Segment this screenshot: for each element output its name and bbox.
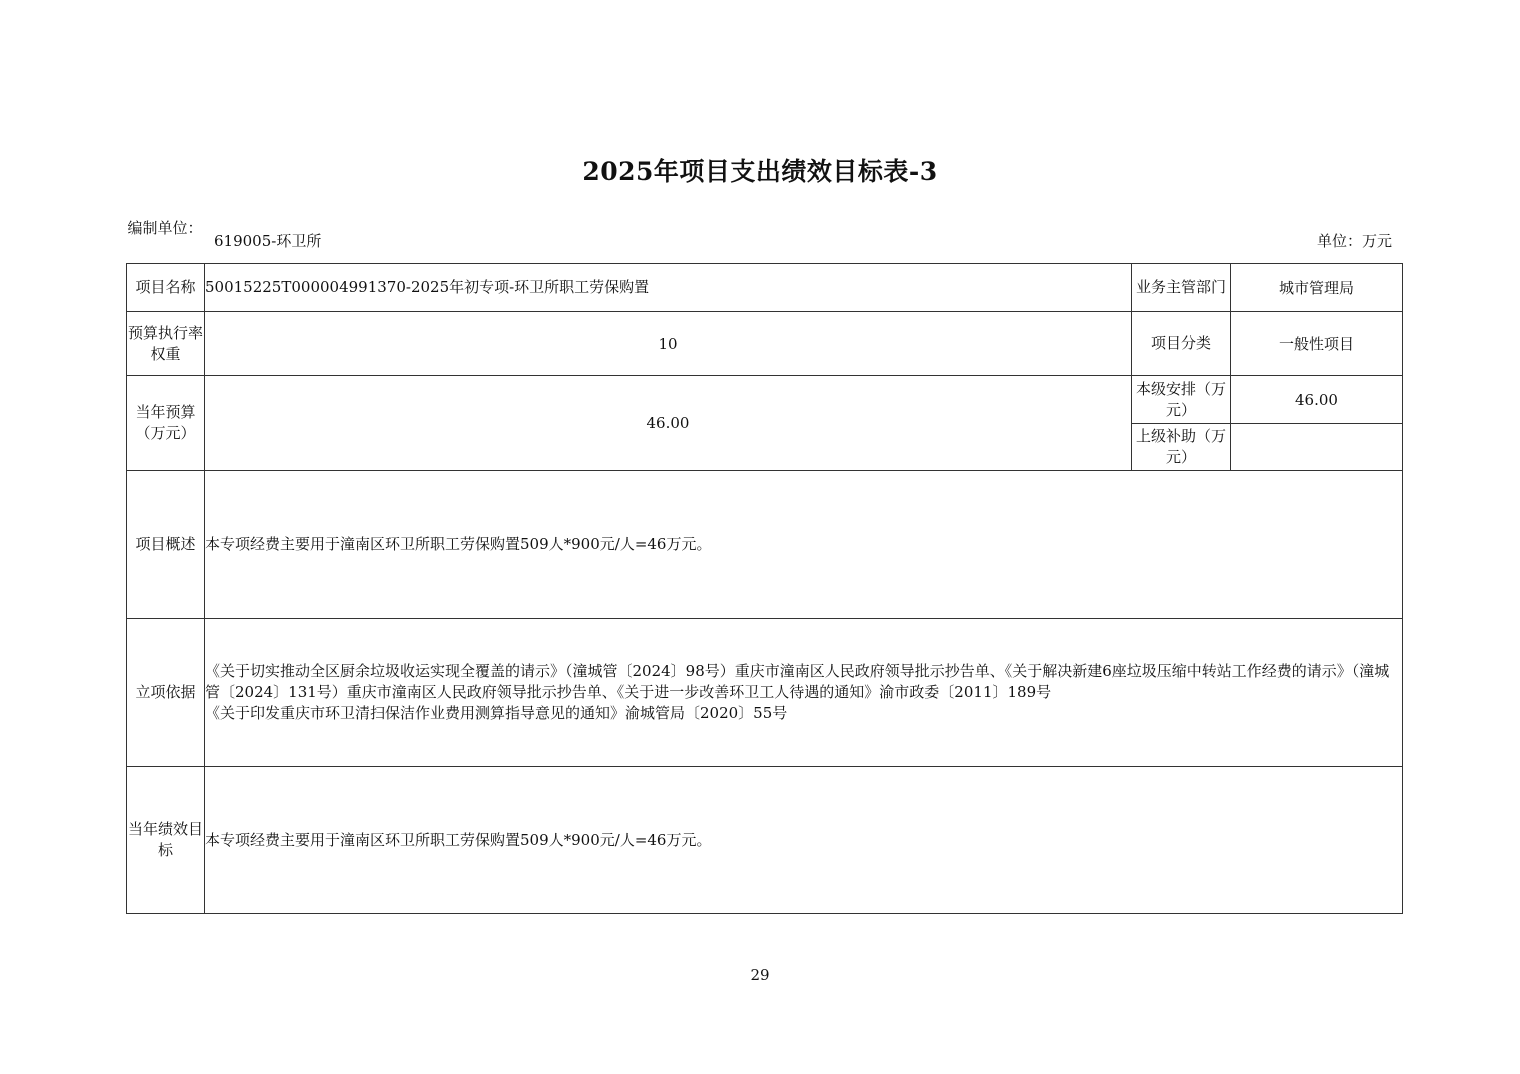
target-label: 当年绩效目标 <box>127 767 205 914</box>
local-allocation-label: 本级安排（万元） <box>1132 376 1231 424</box>
local-allocation-value: 46.00 <box>1231 376 1403 424</box>
project-name-label: 项目名称 <box>127 264 205 312</box>
table-row <box>127 376 1403 424</box>
budget-label: 当年预算（万元） <box>127 376 205 471</box>
target-text: 本专项经费主要用于潼南区环卫所职工劳保购置509人*900元/人=46万元。 <box>205 767 1403 914</box>
department-label: 业务主管部门 <box>1132 264 1231 312</box>
money-unit-label: 单位：万元 <box>1316 232 1392 250</box>
category-value: 一般性项目 <box>1231 312 1403 376</box>
department-value: 城市管理局 <box>1231 264 1403 312</box>
category-label: 项目分类 <box>1132 312 1231 376</box>
superior-subsidy-label: 上级补助（万元） <box>1132 424 1231 471</box>
compiling-unit-value: 619005-环卫所 <box>214 232 322 250</box>
page-number: 29 <box>750 966 770 984</box>
exec-weight-value: 10 <box>205 312 1132 376</box>
page-title: 2025年项目支出绩效目标表-3 <box>582 157 938 186</box>
table-row <box>127 264 1403 312</box>
project-name-value: 50015225T000004991370-2025年初专项-环卫所职工劳保购置 <box>205 264 1132 312</box>
table-row <box>127 767 1403 914</box>
table-row <box>127 471 1403 619</box>
overview-label: 项目概述 <box>127 471 205 619</box>
basis-line-2: 《关于印发重庆市环卫清扫保洁作业费用测算指导意见的通知》渝城管局〔2020〕55号 <box>205 704 788 722</box>
superior-subsidy-value <box>1231 424 1403 471</box>
performance-target-table <box>126 263 1403 914</box>
exec-weight-label: 预算执行率权重 <box>127 312 205 376</box>
overview-text: 本专项经费主要用于潼南区环卫所职工劳保购置509人*900元/人=46万元。 <box>205 471 1403 619</box>
table-row <box>127 312 1403 376</box>
basis-label: 立项依据 <box>127 619 205 767</box>
budget-value: 46.00 <box>205 376 1132 471</box>
basis-text <box>205 619 1403 767</box>
basis-line-1: 《关于切实推动全区厨余垃圾收运实现全覆盖的请示》（潼城管〔2024〕98号）重庆市潼南区人民政府领导批示抄告单、《关于解决新建6座垃圾压缩中转站工作经费的请示》（潼城管〔2024〕131号）重庆市潼南区人民政府领导批示抄告单、《关于进一步改善环卫工人待遇的通知》渝市政委〔2011〕189号 <box>205 662 1390 701</box>
compiling-unit-label: 编制单位： <box>127 219 203 237</box>
table-row <box>127 619 1403 767</box>
